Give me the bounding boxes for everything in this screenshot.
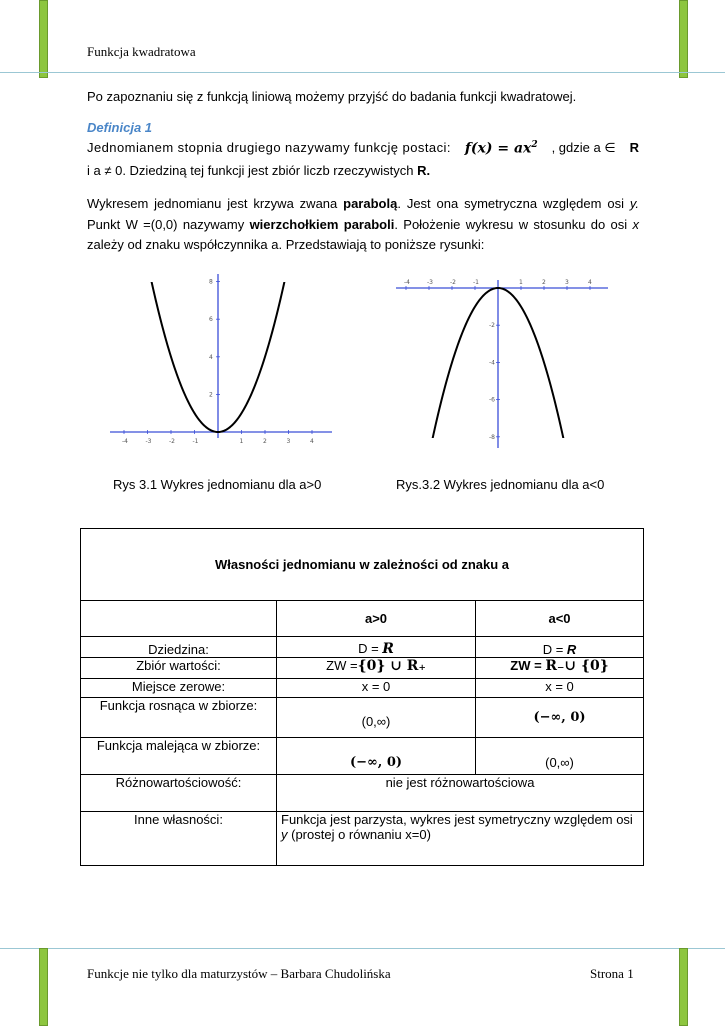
definition-text: Jednomianem stopnia drugiego nazywamy funkcję postaci:: [87, 140, 451, 156]
row-increasing-label: Funkcja rosnąca w zbiorze:: [81, 698, 277, 738]
table-header-row: [81, 601, 644, 637]
header-title: Funkcja kwadratowa: [87, 44, 196, 59]
y-tick-label: -2: [489, 322, 495, 330]
row-decreasing-label: Funkcja malejąca w zbiorze:: [81, 738, 277, 775]
x-tick-label: -3: [427, 279, 433, 286]
x-tick-label: 1: [519, 279, 523, 286]
definition-line2: [87, 163, 430, 178]
row-domain-label: Dziedzina:: [81, 637, 277, 658]
definition-title: Definicja 1: [87, 120, 153, 135]
x-tick-label: 4: [588, 279, 592, 286]
header-pos: a>0: [277, 601, 476, 637]
y-tick-label: -8: [489, 433, 495, 441]
definition-domain-text: i a ≠ 0. Dziedziną tej funkcji jest zbiór liczb rzeczywistych: [87, 163, 418, 178]
row-injective-label: Różnowartościowość:: [81, 775, 277, 812]
x-tick-label: 1: [239, 438, 244, 445]
parabola-paragraph: [87, 194, 639, 256]
formula-exponent: 2: [531, 140, 538, 150]
x-tick-label: 3: [286, 438, 291, 445]
table-row-other: [81, 812, 644, 866]
table-title: Własności jednomianu w zależności od znaku a: [81, 529, 644, 601]
table-row-range: [81, 658, 644, 679]
definition-domain-set: R.: [417, 163, 431, 178]
intro-text: Po zapoznaniu się z funkcją liniową możemy przyjść do badania funkcji kwadratowej.: [87, 89, 577, 104]
row-decreasing-neg: (0,∞): [476, 738, 644, 775]
row-range-label: Zbiór wartości:: [81, 658, 277, 679]
chart-parabola-positive: [100, 268, 340, 452]
table-title-row: [81, 529, 644, 601]
row-zeros-label: Miejsce zerowe:: [81, 679, 277, 698]
x-tick-label: 3: [565, 279, 569, 286]
row-range-neg: ZW = R₋∪ {0}: [476, 658, 644, 679]
y-tick-label: 6: [209, 316, 213, 324]
row-domain-neg: D = R: [476, 637, 644, 658]
row-zeros-pos: x = 0: [277, 679, 476, 698]
footer-rule: [0, 948, 725, 949]
caption-fig1: Rys 3.1 Wykres jednomianu dla a>0: [113, 477, 322, 492]
properties-table: [80, 528, 644, 866]
footer-page: Strona 1: [590, 966, 634, 981]
row-zeros-neg: x = 0: [476, 679, 644, 698]
x-tick-label: -4: [404, 279, 410, 286]
definition-formula: [465, 140, 538, 156]
header-bar-left: [39, 0, 48, 78]
row-domain-pos: D = R: [277, 637, 476, 658]
parabola-line2: Punkt W =(0,0) nazywamy wierzchołkiem paraboli. Położenie wykresu w stosunku do osi x: [87, 216, 639, 232]
table-row-increasing: [81, 698, 644, 738]
header-bar-right: [679, 0, 688, 78]
x-tick-label: -3: [145, 438, 152, 445]
x-tick-label: -4: [122, 438, 128, 445]
parabola-line1: Wykresem jednomianu jest krzywa zwana parabolą. Jest ona symetryczna względem osi y.: [87, 196, 639, 211]
definition-set-r: R: [629, 140, 639, 156]
row-decreasing-pos: (−∞, 0): [277, 738, 476, 775]
x-tick-label: -2: [450, 279, 456, 286]
definition-line1: [87, 140, 639, 156]
x-tick-label: -2: [169, 438, 175, 445]
row-increasing-pos: (0,∞): [277, 698, 476, 738]
row-other-value: Funkcja jest parzysta, wykres jest symetryczny względem osi y (prostej o równaniu x=0): [277, 812, 644, 866]
y-tick-label: -6: [489, 396, 495, 404]
x-tick-label: 2: [542, 279, 546, 286]
header-rule: [0, 72, 725, 73]
caption-fig2: Rys.3.2 Wykres jednomianu dla a<0: [396, 477, 605, 492]
parabola-line3: zależy od znaku współczynnika a. Przedstawiają to poniższe rysunki:: [87, 237, 485, 252]
table-row-decreasing: [81, 738, 644, 775]
y-tick-label: 2: [209, 391, 213, 399]
row-other-label: Inne własności:: [81, 812, 277, 866]
x-tick-label: -1: [473, 279, 479, 286]
y-tick-label: 4: [209, 353, 213, 361]
header-neg: a<0: [476, 601, 644, 637]
x-tick-label: -1: [192, 438, 199, 445]
footer-bar-right: [679, 948, 688, 1026]
table-row-zeros: [81, 679, 644, 698]
chart-parabola-negative: [390, 272, 615, 450]
x-tick-label: 2: [263, 438, 267, 445]
footer-bar-left: [39, 948, 48, 1026]
table-row-injective: [81, 775, 644, 812]
footer-author: Funkcje nie tylko dla maturzystów – Barbara Chudolińska: [87, 966, 391, 981]
y-tick-label: -4: [489, 359, 495, 367]
table-row-domain: [81, 637, 644, 658]
definition-where: , gdzie a ∈: [551, 140, 616, 156]
header-empty: [81, 601, 277, 637]
row-increasing-neg: (−∞, 0): [476, 698, 644, 738]
row-injective-value: nie jest różnowartościowa: [277, 775, 644, 812]
x-tick-label: 4: [310, 438, 314, 445]
row-range-pos: ZW ={0} ∪ R₊: [277, 658, 476, 679]
y-tick-label: 8: [209, 278, 213, 286]
formula-base: f(x) = ax: [464, 140, 532, 157]
